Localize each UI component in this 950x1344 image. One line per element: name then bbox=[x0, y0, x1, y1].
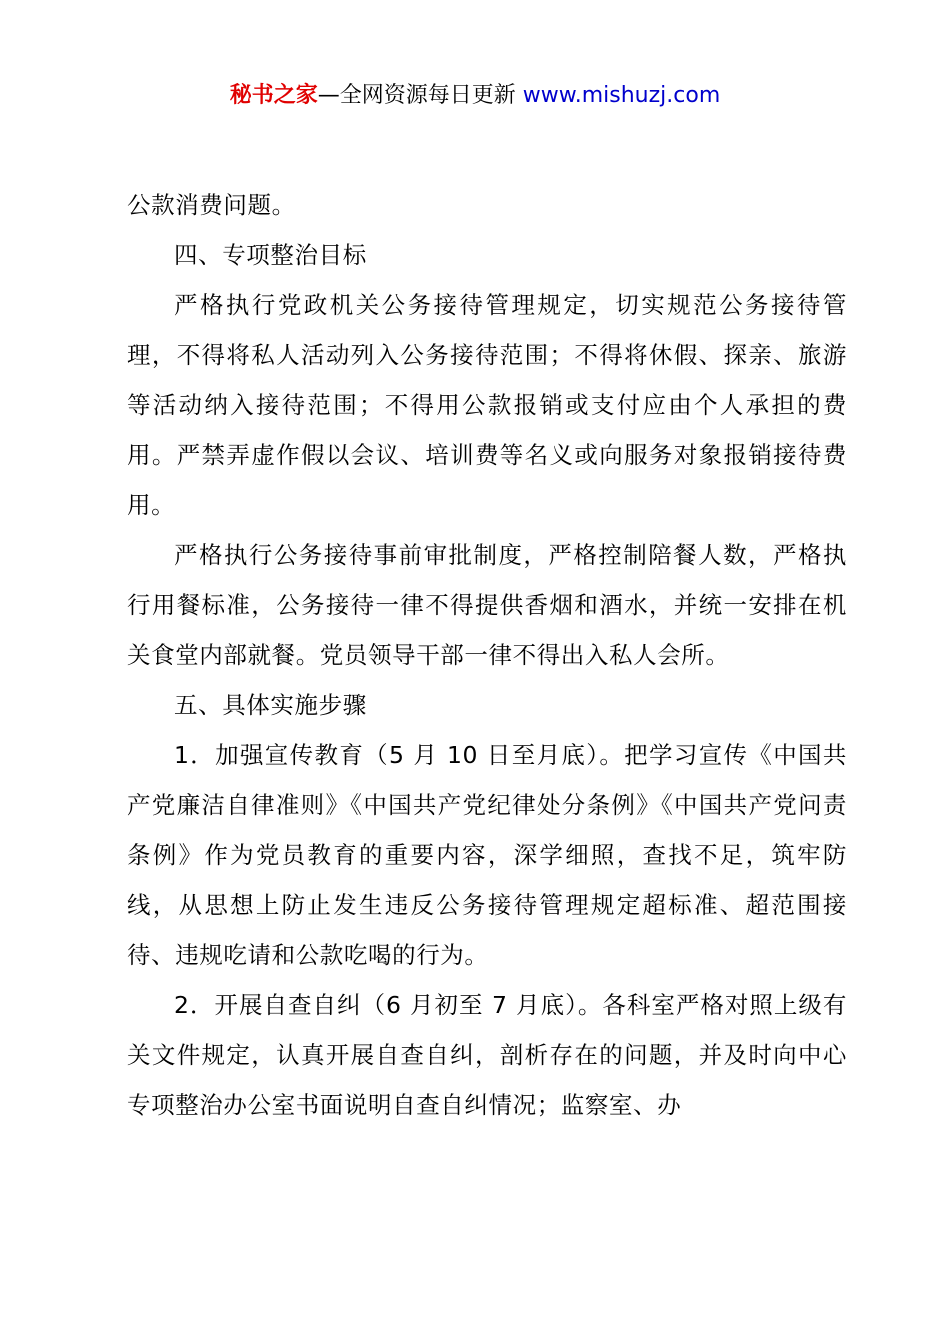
page-header bbox=[0, 78, 950, 114]
document-body bbox=[127, 180, 847, 1130]
site-brand: 秘书之家 bbox=[229, 83, 318, 108]
paragraph: 2．开展自查自纠（6 月初至 7 月底）。各科室严格对照上级有关文件规定，认真开展自查自纠，剖析存在的问题，并及时向中心专项整治办公室书面说明自查自纠情况；监察室、办 bbox=[127, 991, 847, 1119]
section-heading-steps: 五、具体实施步骤 bbox=[174, 691, 367, 719]
paragraph: 严格执行党政机关公务接待管理规定，切实规范公务接待管理，不得将私人活动列入公务接待范围；不得将休假、探亲、旅游等活动纳入接待范围；不得用公款报销或支付应由个人承担的费用。严禁弄虚作假以会议、培训费等名义或向服务对象报销接待费用。 bbox=[127, 291, 847, 519]
paragraph: 公款消费问题。 bbox=[127, 191, 296, 219]
paragraph: 1．加强宣传教育（5 月 10 日至月底）。把学习宣传《中国共产党廉洁自律准则》《中国共产党纪律处分条例》《中国共产党问责条例》作为党员教育的重要内容，深学细照，查找不足，筑牢防线，从思想上防止发生违反公务接待管理规定超标准、超范围接待、违规吃请和公款吃喝的行为。 bbox=[127, 741, 847, 969]
paragraph: 严格执行公务接待事前审批制度，严格控制陪餐人数，严格执行用餐标准，公务接待一律不得提供香烟和酒水，并统一安排在机关食堂内部就餐。党员领导干部一律不得出入私人会所。 bbox=[127, 541, 847, 669]
section-heading-goals: 四、专项整治目标 bbox=[174, 241, 367, 269]
site-url-link[interactable]: www.mishuzj.com bbox=[522, 83, 721, 108]
site-tagline: —全网资源每日更新 bbox=[317, 83, 516, 108]
